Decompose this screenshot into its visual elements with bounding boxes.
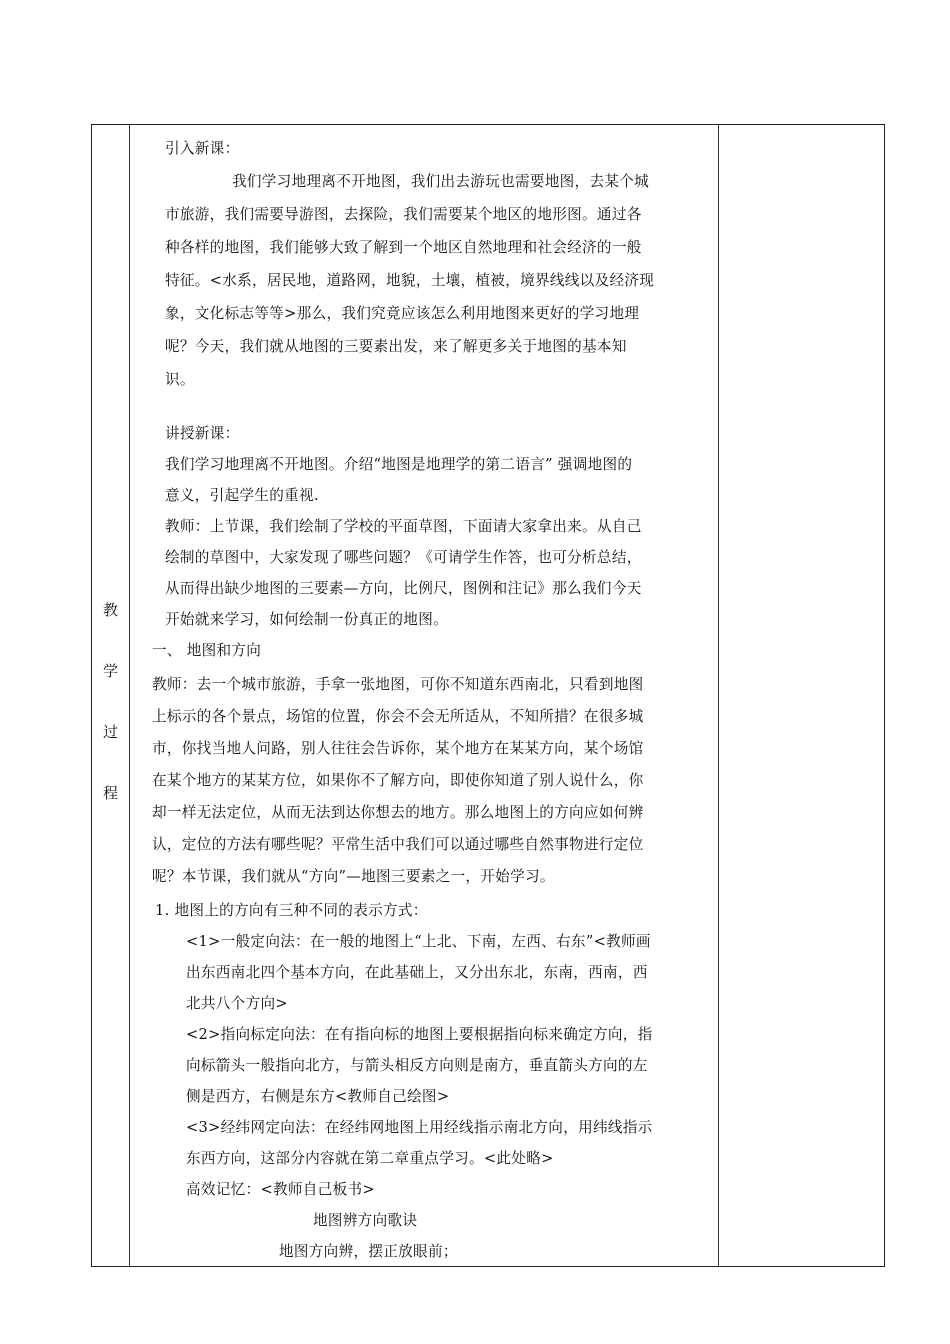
column-divider	[718, 125, 719, 1266]
paragraph-line: 东西方向，这部分内容就在第二章重点学习。<此处略>	[186, 1150, 554, 1167]
paragraph-line: 教师：上节课，我们绘制了学校的平面草图，下面请大家拿出来。从自己	[165, 518, 642, 535]
paragraph-line: 象，文化标志等等>那么，我们究竟应该怎么利用地图来更好的学习地理	[165, 305, 640, 322]
paragraph-line: 北共八个方向>	[186, 995, 288, 1012]
paragraph-line: 意义，引起学生的重视.	[165, 487, 319, 504]
paragraph-line: 特征。<水系，居民地，道路网，地貌，土壤，植被，境界线线以及经济现	[165, 272, 655, 289]
paragraph-line: 认，定位的方法有哪些呢？平常生活中我们可以通过哪些自然事物进行定位	[152, 836, 644, 853]
label-char: 程	[102, 784, 118, 802]
paragraph-line: 市旅游，我们需要导游图，去探险，我们需要某个地区的地形图。通过各	[165, 206, 642, 223]
paragraph-line: 上标示的各个景点，场馆的位置，你会不会无所适从，不知所措？在很多城	[152, 708, 644, 725]
section-heading: 一、 地图和方向	[152, 642, 262, 659]
poem-line: 地图方向辨，摆正放眼前；	[279, 1243, 458, 1260]
section-heading: 引入新课：	[165, 140, 240, 157]
label-char: 教	[102, 601, 118, 619]
paragraph-line: 种各样的地图，我们能够大致了解到一个地区自然地理和社会经济的一般	[165, 239, 642, 256]
paragraph-line: 开始就来学习，如何绘制一份真正的地图。	[165, 611, 448, 628]
paragraph-line: 从而得出缺少地图的三要素—方向，比例尺，图例和注记》那么我们今天	[165, 580, 642, 597]
paragraph-line: 绘制的草图中，大家发现了哪些问题？《可请学生作答，也可分析总结，	[165, 549, 642, 566]
paragraph-line: 出东西南北四个基本方向，在此基础上，又分出东北，东南，西南，西	[186, 964, 648, 981]
label-char: 学	[102, 662, 118, 680]
paragraph-line: 我们学习地理离不开地图，我们出去游玩也需要地图，去某个城	[232, 173, 650, 190]
paragraph-line: 教师：去一个城市旅游，手拿一张地图，可你不知道东西南北，只看到地图	[152, 676, 644, 693]
paragraph-line: 高效记忆：<教师自己板书>	[186, 1181, 375, 1198]
paragraph-line: 识。	[165, 371, 195, 388]
paragraph-line: 我们学习地理离不开地图。介绍“地图是地理学的第二语言” 强调地图的	[165, 456, 633, 473]
process-label	[92, 580, 129, 824]
paragraph-line: 向标箭头一般指向北方，与箭头相反方向则是南方，垂直箭头方向的左	[186, 1057, 648, 1074]
numbered-heading: 1. 地图上的方向有三种不同的表示方式：	[155, 902, 428, 919]
poem-title: 地图辨方向歌诀	[313, 1212, 418, 1229]
column-divider	[129, 125, 130, 1266]
paragraph-line: <1>一般定向法：在一般的地图上“上北、下南，左西、右东”<教师画	[186, 933, 651, 950]
lesson-table	[91, 124, 885, 1267]
paragraph-line: <2>指向标定向法：在有指向标的地图上要根据指向标来确定方向，指	[186, 1026, 653, 1043]
section-heading: 讲授新课：	[165, 425, 240, 442]
paragraph-line: 侧是西方，右侧是东方<教师自己绘图>	[186, 1088, 450, 1105]
paragraph-line: 却一样无法定位，从而无法到达你想去的地方。那么地图上的方向应如何辨	[152, 804, 644, 821]
paragraph-line: 呢？本节课，我们就从“方向”—地图三要素之一，开始学习。	[152, 868, 555, 885]
paragraph-line: 在某个地方的某某方位，如果你不了解方向，即使你知道了别人说什么，你	[152, 772, 644, 789]
paragraph-line: 呢？今天，我们就从地图的三要素出发，来了解更多关于地图的基本知	[165, 338, 627, 355]
label-char: 过	[102, 723, 118, 741]
paragraph-line: 市，你找当地人问路，别人往往会告诉你，某个地方在某某方向，某个场馆	[152, 740, 644, 757]
paragraph-line: <3>经纬网定向法：在经纬网地图上用经线指示南北方向，用纬线指示	[186, 1119, 653, 1136]
